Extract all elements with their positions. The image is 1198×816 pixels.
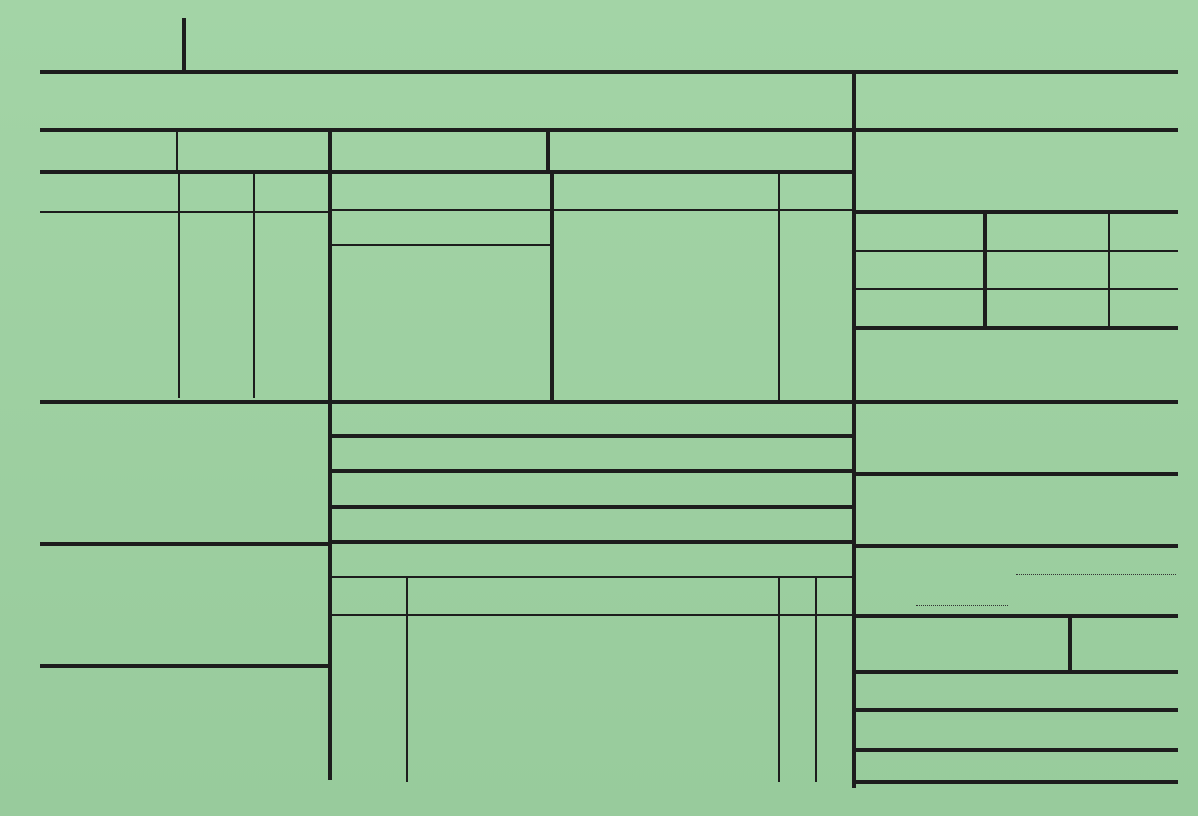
right-column-divider (852, 72, 856, 788)
left-column-divider (328, 130, 332, 780)
